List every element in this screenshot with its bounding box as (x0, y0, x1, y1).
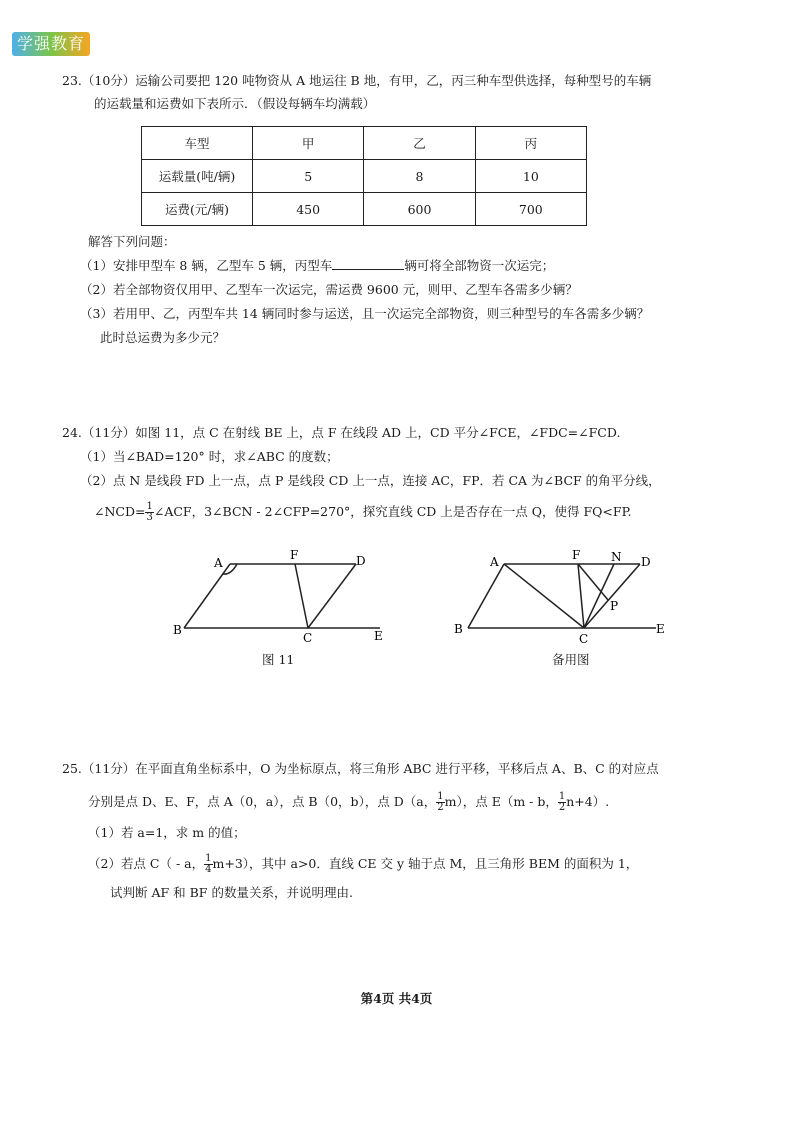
fig2-label-C: C (579, 632, 589, 646)
q25-part1: （1）若 a=1，求 m 的值； (88, 825, 246, 840)
fig2-label-E: E (656, 622, 665, 636)
table-header-cell: 甲 (253, 127, 364, 160)
fraction-numerator: 1 (558, 791, 566, 802)
table-cell: 运费(元/辆) (142, 193, 253, 226)
figure-11-caption: 图 11 (262, 652, 295, 667)
fig1-label-D: D (356, 554, 366, 568)
table-cell: 5 (253, 160, 364, 193)
q25-points-b: m），点 E（m - b， (444, 794, 558, 809)
fraction-numerator: 1 (146, 501, 153, 512)
segment-FC (578, 564, 584, 628)
q24-cond-b: ∠ACF，3∠BCN - 2∠CFP=270°，探究直线 CD 上是否存在一点 Q，使得 FQ<FP. (153, 504, 632, 519)
fig2-label-A: A (490, 555, 499, 569)
fraction-denominator: 2 (558, 802, 566, 813)
fig1-label-A: A (214, 556, 223, 570)
fig1-label-E: E (374, 629, 383, 643)
q24-part2: （2）点 N 是线段 FD 上一点，点 P 是线段 CD 上一点，连接 AC，FP．若 CA 为∠BCF 的角平分线， (80, 473, 661, 488)
publisher-logo: 学强教育 (12, 32, 90, 56)
table-cell: 10 (475, 160, 586, 193)
fig2-label-D: D (641, 555, 651, 569)
q25-points-c: n+4）. (566, 794, 610, 809)
q24-part1: （1）当∠BAD=120° 时，求∠ABC 的度数； (80, 449, 339, 464)
table-header-cell: 车型 (142, 127, 253, 160)
backup-figure (448, 544, 678, 648)
q25-points-a: 分别是点 D、E、F，点 A（0，a），点 B（0，b），点 D（a， (88, 794, 437, 809)
table-row (142, 127, 587, 160)
q23-stem-line1: 23.（10分）运输公司要把 120 吨物资从 A 地运往 B 地，有甲，乙，丙三种车型供选择，每种型号的车辆 (62, 73, 652, 88)
table-cell: 600 (364, 193, 475, 226)
q23-part2: （2）若全部物资仅用甲、乙型车一次运完，需运费 9600 元，则甲、乙型车各需多少辆？ (80, 282, 578, 297)
fraction-one-quarter (204, 854, 212, 875)
q23-part3: （3）若用甲、乙，丙型车共 14 辆同时参与运送，且一次运完全部物资，则三种型号的车各需多少辆？ (80, 306, 650, 321)
fraction-one-third (145, 502, 153, 523)
fig2-label-N: N (611, 550, 622, 564)
answer-blank (332, 257, 404, 270)
q25-part2-b: m+3），其中 a>0．直线 CE 交 y 轴于点 M，且三角形 BEM 的面积为 1， (212, 856, 639, 871)
q25-part2 (88, 854, 638, 875)
fig2-label-P: P (610, 599, 619, 613)
table-row (142, 160, 587, 193)
backup-figure-caption: 备用图 (552, 652, 590, 667)
figure-11 (160, 548, 400, 648)
segment-AB (468, 564, 504, 628)
q23-part3-cont: 此时总运费为多少元？ (100, 330, 226, 345)
q23-prompt: 解答下列问题： (88, 234, 176, 249)
fig1-label-B: B (173, 623, 182, 637)
table-cell: 450 (253, 193, 364, 226)
fraction-numerator: 1 (437, 791, 444, 802)
fraction-numerator: 1 (205, 853, 212, 864)
fraction-denominator: 3 (146, 512, 153, 523)
fig1-label-C: C (303, 631, 313, 645)
segment-CD (308, 564, 356, 628)
segment-NC (584, 564, 614, 628)
table-row (142, 193, 587, 226)
fraction-one-half (558, 792, 566, 813)
table-cell: 8 (364, 160, 475, 193)
fig2-label-F: F (572, 548, 581, 562)
fraction-one-half (436, 792, 444, 813)
table-header-cell: 乙 (364, 127, 475, 160)
q25-part2-cont: 试判断 AF 和 BF 的数量关系，并说明理由. (110, 885, 353, 900)
angle-mark-A (223, 564, 237, 574)
q25-stem-line1: 25.（11分）在平面直角坐标系中，O 为坐标原点，将三角形 ABC 进行平移，平移后点 A、B、C 的对应点 (62, 761, 659, 776)
segment-AC (504, 564, 584, 628)
q24-stem: 24.（11分）如图 11，点 C 在射线 BE 上，点 F 在线段 AD 上，CD 平分∠FCE，∠FDC=∠FCD. (62, 425, 621, 440)
table-cell: 700 (475, 193, 586, 226)
segment-FP (578, 564, 608, 600)
q24-cond-a: ∠NCD= (94, 504, 146, 519)
fraction-denominator: 2 (437, 802, 444, 813)
q23-stem-line2: 的运载量和运费如下表所示．（假设每辆车均满载） (94, 96, 376, 111)
q23-part1-before: （1）安排甲型车 8 辆，乙型车 5 辆，丙型车 (80, 258, 333, 273)
segment-FC (295, 564, 308, 628)
q23-part1 (80, 257, 554, 275)
table-cell: 运载量(吨/辆) (142, 160, 253, 193)
page-footer: 第4页 共4页 (360, 991, 433, 1006)
fraction-denominator: 4 (205, 864, 212, 875)
segment-CD (584, 564, 640, 628)
fig1-label-F: F (290, 548, 299, 562)
q23-part1-after: 辆可将全部物资一次运完； (404, 258, 555, 273)
q25-stem-line2 (88, 792, 609, 813)
q24-part2-cont (94, 502, 631, 523)
fig2-label-B: B (454, 622, 463, 636)
q25-part2-a: （2）若点 C（ - a， (88, 856, 205, 871)
vehicle-table (141, 126, 587, 226)
table-header-cell: 丙 (475, 127, 586, 160)
